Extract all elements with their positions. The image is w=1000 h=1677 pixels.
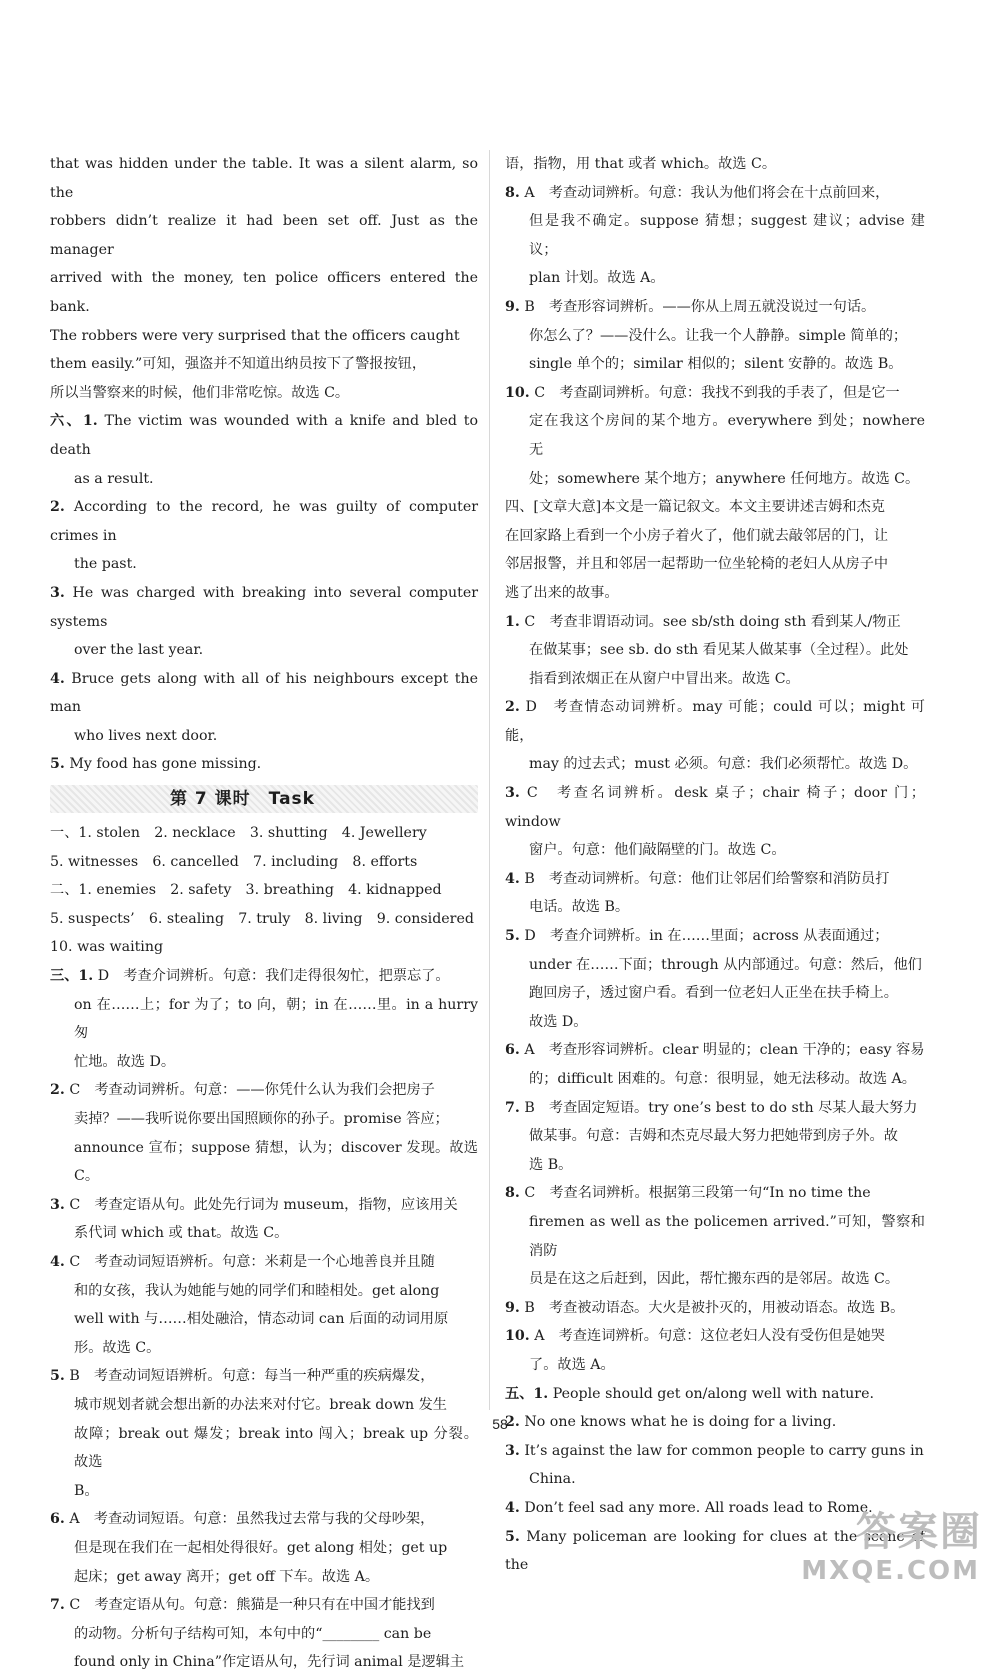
text-line: 一、1. stolen 2. necklace 3. shutting 4. Jewellery [50,825,427,842]
text-line: 二、1. enemies 2. safety 3. breathing 4. kidnapped [50,882,442,899]
answer-continuation-line: may 的过去式；must 必须。句意：我们必须帮忙。故选 D。 [529,756,918,773]
item-number: 5. [50,1368,65,1385]
answer-text: A 考查形容词辨析。clear 明显的；clean 干净的；easy 容易 [519,1042,925,1059]
answer-first-line [505,779,925,836]
answer-text: C 考查动词短语辨析。句意：米莉是一个心地善良并且随 [64,1253,435,1270]
answer-text: A 考查动词辨析。句意：我认为他们将会在十点前回来， [519,184,890,201]
section-3-answers-continued [505,179,925,494]
answer-first-line [505,1294,925,1323]
answer-item [505,865,925,922]
text-line: 逃了出来的故事。 [505,584,619,601]
answer-continuation-line: 窗户。句意：他们敲隔壁的门。故选 C。 [529,842,786,859]
answer-item [505,293,925,379]
answer-continuation-line: 跑回房子，透过窗户看。看到一位老妇人正坐在扶手椅上。 [529,985,898,1002]
answer-first-line [505,379,925,408]
section-1-answers [50,819,478,876]
watermark-sub-text: MXQE.COM [801,1556,980,1586]
answer-item [505,1322,925,1379]
answer-text: C 考查名词辨析。根据第三段第一句“In no time the [519,1185,871,1202]
text-line: that was hidden under the table. It was a silent alarm, so the [50,156,478,201]
answer-item [505,1094,925,1180]
section-2-answers [50,876,478,962]
text-line: 在回家路上看到一个小房子着火了，他们就去敲邻居的门，让 [505,527,889,544]
item-number: 4. [505,870,520,887]
answer-text: B 考查动词辨析。句意：他们让邻居们给警察和消防员打 [519,870,890,887]
answer-continuation-line: well with 与……相处融洽，情态动词 can 后面的动词用原 [74,1311,449,1328]
answer-text: A 考查动词短语。句意：虽然我过去常与我的父母吵架， [64,1511,435,1528]
answer-first-line [50,962,478,991]
answer-first-line [50,1362,478,1391]
answer-item [50,1591,478,1677]
answer-first-line [50,665,478,722]
item-number: 五、1. [505,1385,549,1402]
item-number: 三、1. [50,968,94,985]
section-6-answers [50,407,478,779]
answer-item [505,693,925,779]
answer-first-line [50,1248,478,1277]
answer-continuation-line: single 单个的；similar 相似的；silent 安静的。故选 B。 [529,356,903,373]
item-number: 10. [505,384,530,401]
answer-continuation-line: 起床；get away 离开；get off 下车。故选 A。 [74,1568,380,1585]
answer-first-line [50,579,478,636]
answer-continuation-line: 做某事。句意：吉姆和杰克尽最大努力把她带到房子外。故 [529,1128,898,1145]
answer-first-line [50,1591,478,1620]
answer-first-line [50,1076,478,1105]
answer-continuation-line: under 在……下面；through 从内部通过。句意：然后，他们 [529,956,922,973]
answer-text: Many policeman are looking for clues at the scene of the [505,1528,925,1574]
left-continuation-text [50,150,478,407]
answer-text: The victim was wounded with a knife and bled to death [50,413,479,458]
answer-text: D 考查介词辨析。in 在……里面；across 从表面通过； [519,928,889,945]
answer-text: He was charged with breaking into several computer systems [50,584,478,630]
answer-first-line [505,1380,925,1409]
answer-continuation-line: plan 计划。故选 A。 [529,270,665,287]
answer-text: C 考查定语从句。此处先行词为 museum，指物，应该用关 [64,1196,458,1213]
answer-continuation-line: on 在……上；for 为了；to 向，朝；in 在……里。in a hurry 匆 [74,996,478,1042]
answer-first-line [505,865,925,894]
answer-first-line [505,1179,925,1208]
answer-continuation-line: who lives next door. [74,727,218,744]
item-number: 3. [505,785,520,802]
text-line: 所以当警察来的时候，他们非常吃惊。故选 C。 [50,384,350,401]
answer-continuation-line: firemen as well as the policemen arrived.”可知，警察和消防 [529,1213,925,1259]
answer-text: C 考查名词辨析。desk 桌子；chair 椅子；door 门；window [505,785,925,830]
answer-continuation-line: 形。故选 C。 [74,1339,161,1356]
item-number: 2. [505,699,520,716]
answer-item [505,1294,925,1323]
answer-continuation-line: 系代词 which 或 that。故选 C。 [74,1225,289,1242]
answer-item [50,750,478,779]
page-number: 58 [492,1416,508,1432]
answer-item [50,1505,478,1591]
answer-continuation-line: the past. [74,556,137,573]
answer-item [50,962,478,1076]
answer-continuation-line: 故障；break out 爆发；break into 闯入；break up 分裂。故选 [74,1425,478,1471]
answer-continuation-line: 的动物。分析句子结构可知，本句中的“________ can be [74,1625,432,1642]
item-number: 4. [50,1253,65,1270]
answer-first-line [505,693,925,750]
text-line: 语，指物，用 that 或者 which。故选 C。 [505,156,777,172]
answer-item [50,579,478,665]
item-number: 3. [505,1442,520,1459]
section-4-answers [505,608,925,1380]
answer-first-line [505,922,925,951]
answer-first-line [505,293,925,322]
item-number: 4. [505,1499,520,1516]
answer-continuation-line: 员是在这之后赶到，因此，帮忙搬东西的是邻居。故选 C。 [529,1271,900,1288]
answer-continuation-line: 忙地。故选 D。 [74,1053,176,1070]
item-number: 2. [50,499,65,516]
text-line: arrived with the money, ten police officers entered the bank. [50,270,478,315]
answer-text: B 考查动词短语辨析。句意：每当一种严重的疾病爆发， [64,1368,435,1385]
answer-continuation-line: announce 宣布；suppose 猜想，认为；discover 发现。故选 C。 [74,1139,478,1185]
answer-first-line [505,179,925,208]
answer-continuation-line: 但是我不确定。suppose 猜想；suggest 建议；advise 建议； [529,213,925,258]
item-number: 3. [50,584,65,601]
item-number: 3. [50,1196,65,1213]
answer-text: C 考查副词辨析。句意：我找不到我的手表了，但是它一 [529,384,900,401]
answer-text: C 考查非谓语动词。see sb/sth doing sth 看到某人/物正 [519,613,901,630]
answer-text: C 考查定语从句。句意：熊猫是一种只有在中国才能找到 [64,1597,435,1614]
answer-first-line [505,1437,925,1466]
answer-item [505,1179,925,1293]
answer-continuation-line: 在做某事；see sb. do sth 看见某人做某事（全过程）。此处 [529,642,909,659]
answer-text: B 考查固定短语。try one’s best to do sth 尽某人最大努力 [519,1099,918,1116]
answer-text: A 考查连词辨析。句意：这位老妇人没有受伤但是她哭 [529,1328,885,1345]
answer-text: My food has gone missing. [64,756,262,773]
section-4-summary [505,493,925,607]
answer-text: D 考查情态动词辨析。may 可能；could 可以；might 可能， [505,699,925,744]
answer-item [50,1248,478,1362]
text-line: The robbers were very surprised that the officers caught [50,327,460,344]
answer-continuation-line: 指看到浓烟正在从窗户中冒出来。故选 C。 [529,670,800,687]
answer-item [505,379,925,493]
text-line: them easily.”可知，强盗并不知道出纳员按下了警报按钮， [50,356,427,373]
right-column [505,150,925,1580]
answer-continuation-line: 城市规划者就会想出新的办法来对付它。break down 发生 [74,1396,447,1413]
answer-continuation-line: 的；difficult 困难的。句意：很明显，她无法移动。故选 A。 [529,1071,916,1087]
answer-continuation-line: 了。故选 A。 [529,1356,615,1373]
answer-first-line [505,1094,925,1123]
item-number: 8. [505,1185,520,1202]
answer-text: According to the record, he was guilty of computer crimes in [50,499,478,544]
item-number: 1. [505,613,520,630]
answer-continuation-line: 但是现在我们在一起相处得很好。get along 相处；get up [74,1539,448,1556]
answer-first-line [50,1191,478,1220]
answer-item [50,665,478,751]
answer-continuation-line: 和的女孩，我认为她能与她的同学们和睦相处。get along [74,1282,440,1299]
text-line: 10. was waiting [50,939,164,956]
answer-continuation-line: China. [529,1471,576,1488]
answer-continuation-line: 你怎么了？——没什么。让我一个人静静。simple 简单的； [529,327,908,344]
answer-item [50,493,478,579]
answer-item [505,1380,925,1409]
answer-item [505,922,925,1036]
item-number: 6. [505,1042,520,1059]
answer-text: It’s against the law for common people to carry guns in [519,1442,924,1459]
item-number: 6. [50,1511,65,1528]
watermark-logo [792,1500,982,1590]
answer-continuation-line: 定在我这个房间的某个地方。everywhere 到处；nowhere 无 [529,413,925,458]
answer-first-line [505,1322,925,1351]
answer-item [50,1362,478,1505]
lesson-title: 第 7 课时 Task [170,789,315,810]
item-number: 9. [505,1299,520,1316]
answer-continuation-line: 处；somewhere 某个地方；anywhere 任何地方。故选 C。 [529,470,920,487]
answer-continuation-line: over the last year. [74,642,204,659]
answer-text: D 考查介词辨析。句意：我们走得很匆忙，把票忘了。 [93,968,450,985]
answer-text: B 考查被动语态。大火是被扑灭的，用被动语态。故选 B。 [519,1299,905,1316]
item-number: 8. [505,184,520,201]
answer-first-line [50,750,478,779]
answer-item [505,779,925,865]
answer-item [50,1191,478,1248]
answer-first-line [50,1505,478,1534]
answer-text: Bruce gets along with all of his neighbours except the man [50,670,478,716]
item-number: 5. [505,1528,520,1545]
item-number: 7. [50,1597,65,1614]
answer-continuation-line: found only in China”作定语从句，先行词 animal 是逻辑主 [74,1654,465,1671]
answer-first-line [50,493,478,550]
answer-text: B 考查形容词辨析。——你从上周五就没说过一句话。 [519,298,876,315]
item-number: 六、1. [50,413,98,430]
answer-first-line [50,407,478,464]
text-line: 邻居报警，并且和邻居一起帮助一位坐轮椅的老妇人从房子中 [505,556,889,573]
answer-item [505,1036,925,1093]
right-continuation-text [505,150,925,179]
answer-continuation-line: as a result. [74,470,154,487]
answer-text: People should get on/along well with nature. [548,1385,874,1402]
item-number: 4. [50,670,65,687]
lesson-banner [50,785,478,813]
watermark-main-text: 答案圈 [856,1509,982,1555]
answer-item [50,1076,478,1190]
answer-text: Don’t feel sad any more. All roads lead to Rome. [519,1499,873,1516]
answer-continuation-line: 选 B。 [529,1156,573,1173]
answer-text: No one knows what he is doing for a living. [519,1414,837,1431]
column-divider [489,150,490,1410]
text-line: robbers didn’t realize it had been set off. Just as the manager [50,213,478,258]
item-number: 5. [505,928,520,945]
text-line: 5. suspects’ 6. stealing 7. truly 8. living 9. considered [50,910,474,927]
answer-text: C 考查动词辨析。句意：——你凭什么认为我们会把房子 [64,1082,435,1099]
answer-item [505,1437,925,1494]
item-number: 9. [505,298,520,315]
answer-continuation-line: 电话。故选 B。 [529,899,630,916]
item-number: 2. [505,1414,520,1431]
item-number: 5. [50,756,65,773]
answer-continuation-line: 卖掉？——我听说你要出国照顾你的孙子。promise 答应； [74,1111,449,1127]
answer-item [50,407,478,493]
text-line: 5. witnesses 6. cancelled 7. including 8. efforts [50,853,418,870]
answer-continuation-line: 故选 D。 [529,1013,588,1030]
answer-continuation-line: B。 [74,1482,99,1499]
item-number: 10. [505,1328,530,1345]
answer-first-line [505,608,925,637]
answer-item [505,608,925,694]
text-line: 四、[文章大意]本文是一篇记叙文。本文主要讲述吉姆和杰克 [505,499,885,516]
item-number: 7. [505,1099,520,1116]
answer-item [505,179,925,293]
answer-first-line [505,1036,925,1065]
item-number: 2. [50,1082,65,1099]
section-3-answers [50,962,478,1677]
left-column [50,150,478,1677]
